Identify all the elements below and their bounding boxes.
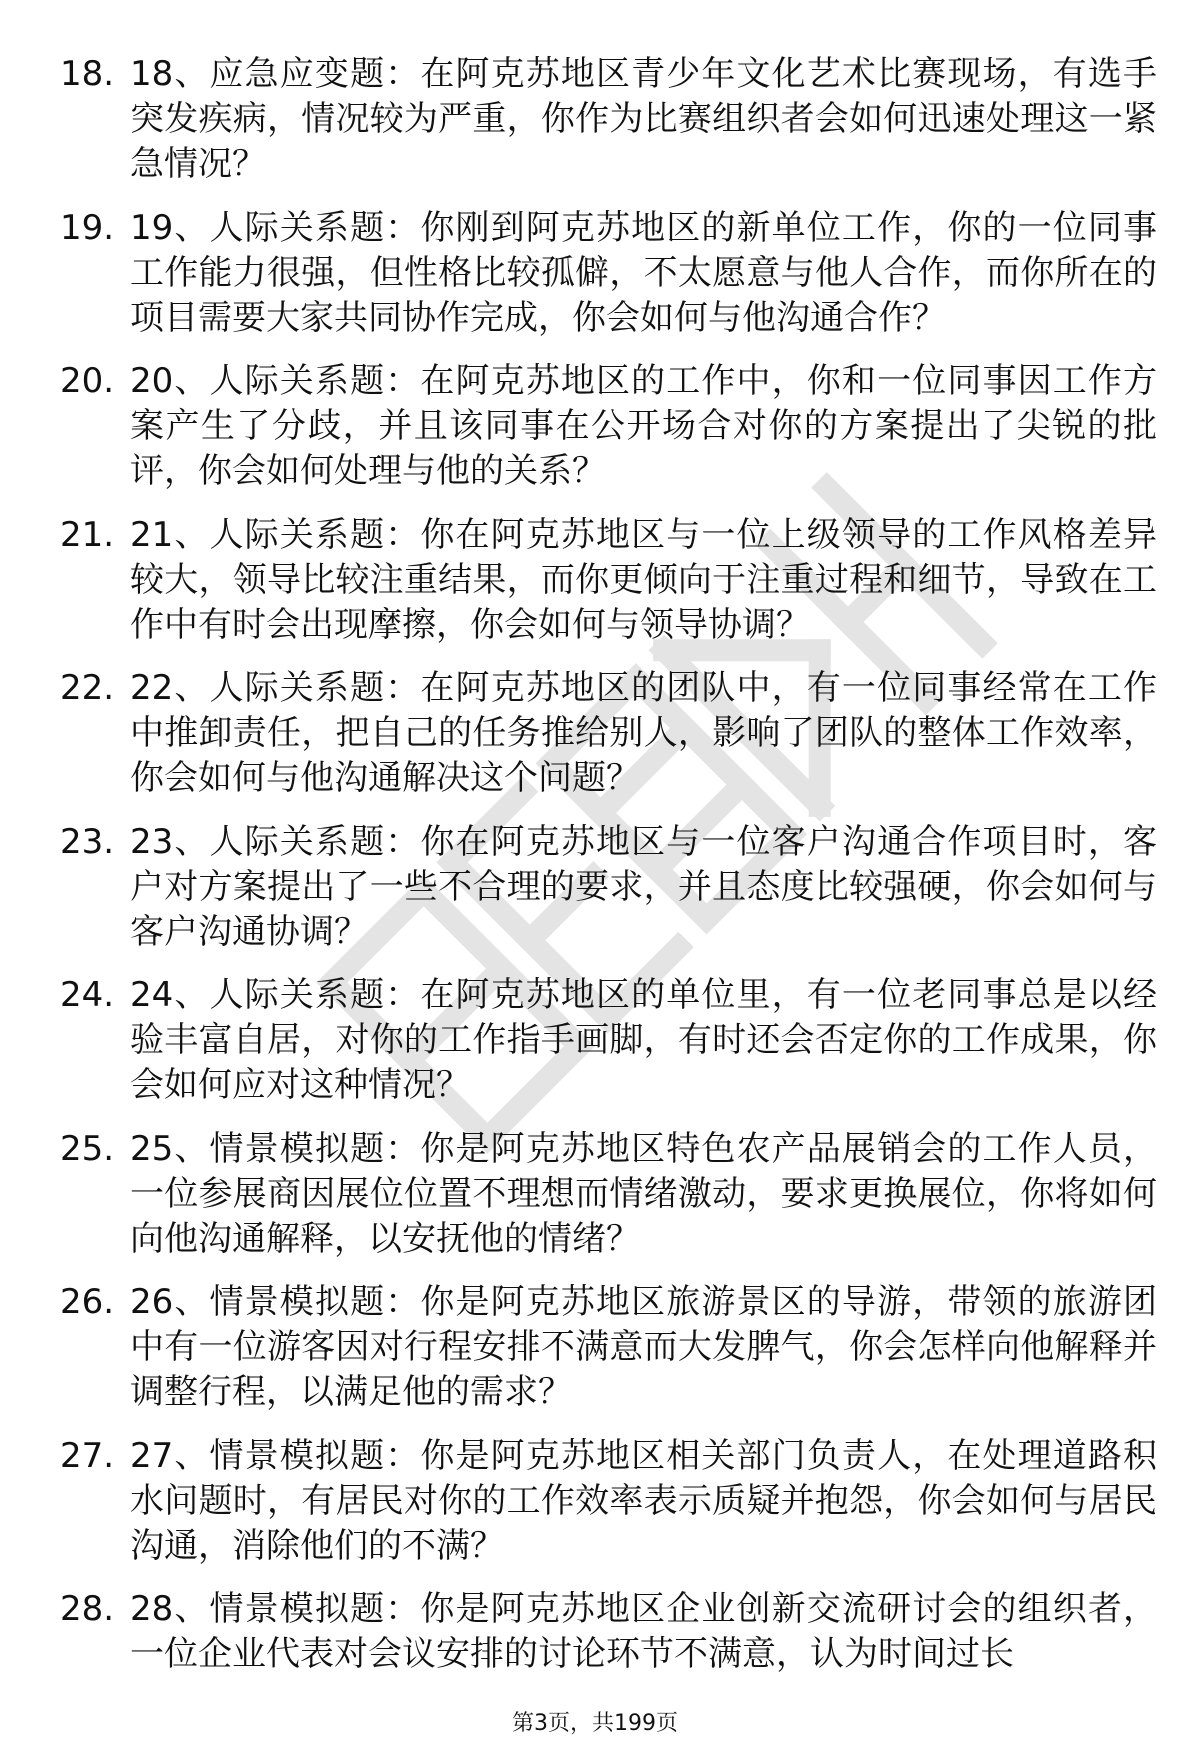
question-item (60, 1127, 1157, 1262)
question-item (60, 666, 1157, 801)
question-item (60, 359, 1157, 494)
question-item (60, 513, 1157, 648)
page-footer (0, 1709, 1190, 1739)
question-item (60, 820, 1157, 955)
question-number: 27. (60, 1435, 115, 1476)
question-text: 20、人际关系题：在阿克苏地区的工作中，你和一位同事因工作方案产生了分歧，并且该同事在公开场合对你的方案提出了尖锐的批评，你会如何处理与他的关系？ (130, 361, 1157, 491)
question-number: 18. (60, 54, 115, 94)
question-number: 28. (60, 1589, 115, 1629)
question-list (60, 52, 1157, 1696)
question-text: 22、人际关系题：在阿克苏地区的团队中，有一位同事经常在工作中推卸责任，把自己的任务推给别人，影响了团队的整体工作效率，你会如何与他沟通解决这个问题？ (130, 668, 1157, 798)
question-number: 25. (60, 1128, 115, 1169)
question-item (60, 52, 1157, 187)
question-number: 20. (60, 361, 115, 401)
question-number: 24. (60, 975, 115, 1015)
question-item (60, 1434, 1157, 1569)
question-item (60, 1587, 1157, 1677)
question-text: 25、情景模拟题：你是阿克苏地区特色农产品展销会的工作人员，一位参展商因展位位置不理想而情绪激动，要求更换展位，你将如何向他沟通解释，以安抚他的情绪？ (130, 1128, 1157, 1259)
question-text: 28、情景模拟题：你是阿克苏地区企业创新交流研讨会的组织者，一位企业代表对会议安排的讨论环节不满意，认为时间过长 (130, 1589, 1157, 1674)
question-text: 26、情景模拟题：你是阿克苏地区旅游景区的导游，带领的旅游团中有一位游客因对行程安排不满意而大发脾气，你会怎样向他解释并调整行程，以满足他的需求？ (130, 1282, 1157, 1412)
question-text: 21、人际关系题：你在阿克苏地区与一位上级领导的工作风格差异较大，领导比较注重结果，而你更倾向于注重过程和细节，导致在工作中有时会出现摩擦，你会如何与领导协调？ (130, 514, 1157, 645)
question-number: 22. (60, 668, 115, 708)
question-text: 23、人际关系题：你在阿克苏地区与一位客户沟通合作项目时，客户对方案提出了一些不合理的要求，并且态度比较强硬，你会如何与客户沟通协调？ (130, 821, 1157, 952)
question-number: 21. (60, 514, 115, 555)
question-item (60, 206, 1157, 341)
question-text: 24、人际关系题：在阿克苏地区的单位里，有一位老同事总是以经验丰富自居，对你的工作指手画脚，有时还会否定你的工作成果，你会如何应对这种情况？ (130, 975, 1157, 1105)
question-number: 19. (60, 207, 115, 248)
question-number: 23. (60, 821, 115, 862)
question-text: 27、情景模拟题：你是阿克苏地区相关部门负责人，在处理道路积水问题时，有居民对你的工作效率表示质疑并抱怨，你会如何与居民沟通，消除他们的不满？ (130, 1435, 1157, 1566)
question-text: 19、人际关系题：你刚到阿克苏地区的新单位工作，你的一位同事工作能力很强，但性格比较孤僻，不太愿意与他人合作，而你所在的项目需要大家共同协作完成，你会如何与他沟通合作？ (130, 207, 1157, 338)
question-text: 18、应急应变题：在阿克苏地区青少年文化艺术比赛现场，有选手突发疾病，情况较为严重，你作为比赛组织者会如何迅速处理这一紧急情况？ (130, 54, 1157, 184)
question-item (60, 973, 1157, 1108)
page-number: 第3页，共199页 (512, 1711, 678, 1736)
question-number: 26. (60, 1282, 115, 1322)
question-item (60, 1280, 1157, 1415)
